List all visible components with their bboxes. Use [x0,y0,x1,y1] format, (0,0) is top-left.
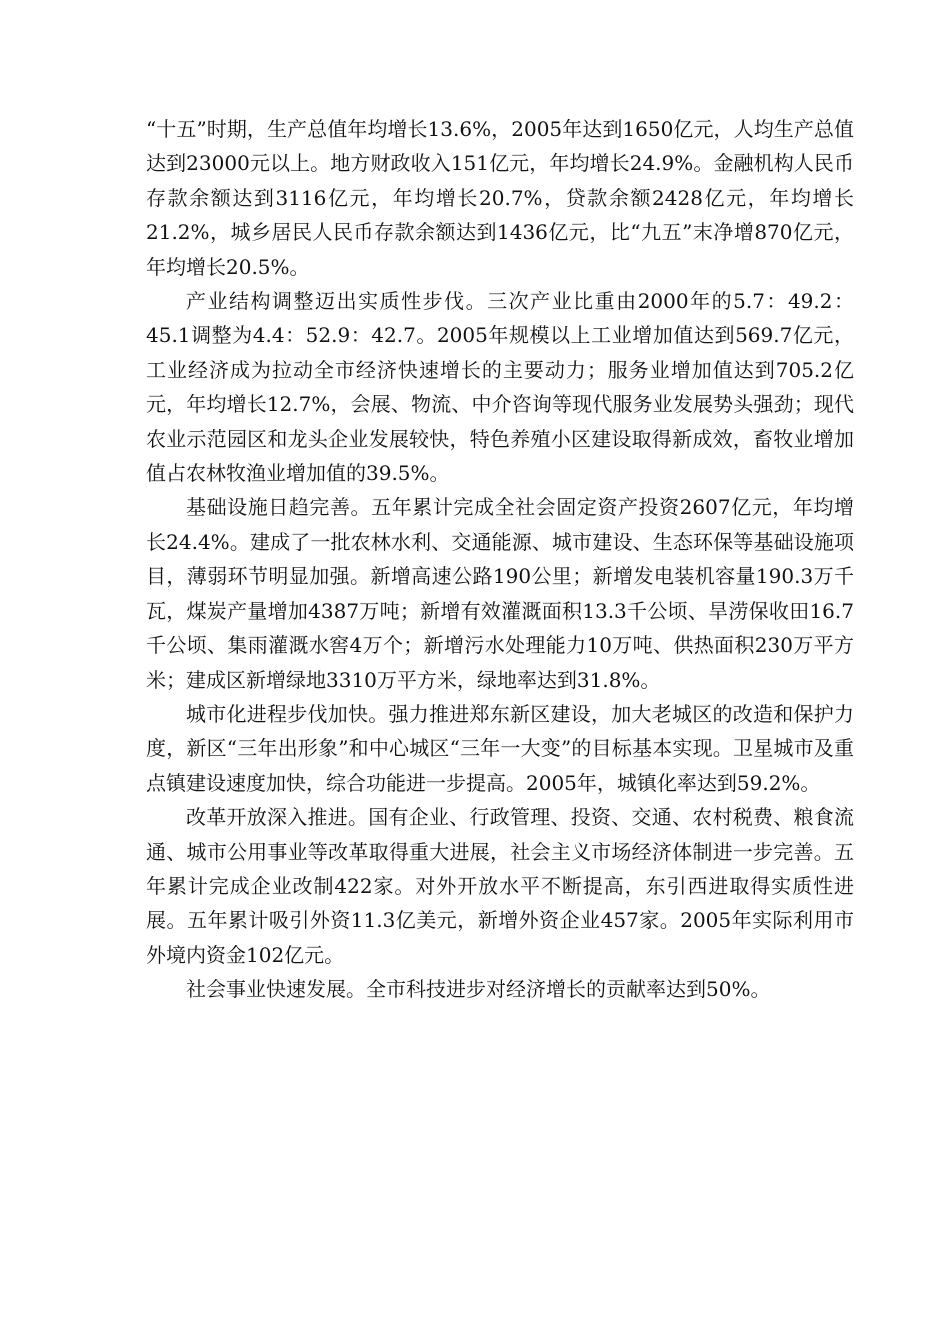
paragraph-social-development: 社会事业快速发展。全市科技进步对经济增长的贡献率达到50%。 [186,977,771,1002]
paragraph-urbanization: 城市化进程步伐加快。强力推进郑东新区建设，加大老城区的改造和保护力度，新区“三年出形象”和中心城区“三年一大变”的目标基本实现。卫星城市及重点镇建设速度加快，综合功能进一步提高。2005年，城镇化率达到59.2%。 [146,701,854,795]
paragraph-industrial-structure: 产业结构调整迈出实质性步伐。三次产业比重由2000年的5.7：49.2：45.1调整为4.4：52.9：42.7。2005年规模以上工业增加值达到569.7亿元，工业经济成为拉动全市经济快速增长的主要动力；服务业增加值达到705.2亿元，年均增长12.7%，会展、物流、中介咨询等现代服务业发展势头强劲；现代农业示范园区和龙头企业发展较快，特色养殖小区建设取得新成效，畜牧业增加值占农林牧渔业增加值的39.5%。 [146,289,854,486]
paragraph-infrastructure: 基础设施日趋完善。五年累计完成全社会固定资产投资2607亿元，年均增长24.4%。建成了一批农林水利、交通能源、城市建设、生态环保等基础设施项目，薄弱环节明显加强。新增高速公路190公里；新增发电装机容量190.3万千瓦，煤炭产量增加4387万吨；新增有效灌溉面积13.3千公顷、旱涝保收田16.7千公顷、集雨灌溉水窖4万个；新增污水处理能力10万吨、供热面积230万平方米；建成区新增绿地3310万平方米，绿地率达到31.8%。 [146,495,854,692]
document-page [146,112,854,1007]
paragraph-economic-growth: “十五”时期，生产总值年均增长13.6%，2005年达到1650亿元，人均生产总值达到23000元以上。地方财政收入151亿元，年均增长24.9%。金融机构人民币存款余额达到3116亿元，年均增长20.7%，贷款余额2428亿元，年均增长21.2%，城乡居民人民币存款余额达到1436亿元，比“九五”末净增870亿元，年均增长20.5%。 [146,117,854,279]
paragraph-reform-opening: 改革开放深入推进。国有企业、行政管理、投资、交通、农村税费、粮食流通、城市公用事业等改革取得重大进展，社会主义市场经济体制进一步完善。五年累计完成企业改制422家。对外开放水平不断提高，东引西进取得实质性进展。五年累计吸引外资11.3亿美元，新增外资企业457家。2005年实际利用市外境内资金102亿元。 [146,805,854,967]
